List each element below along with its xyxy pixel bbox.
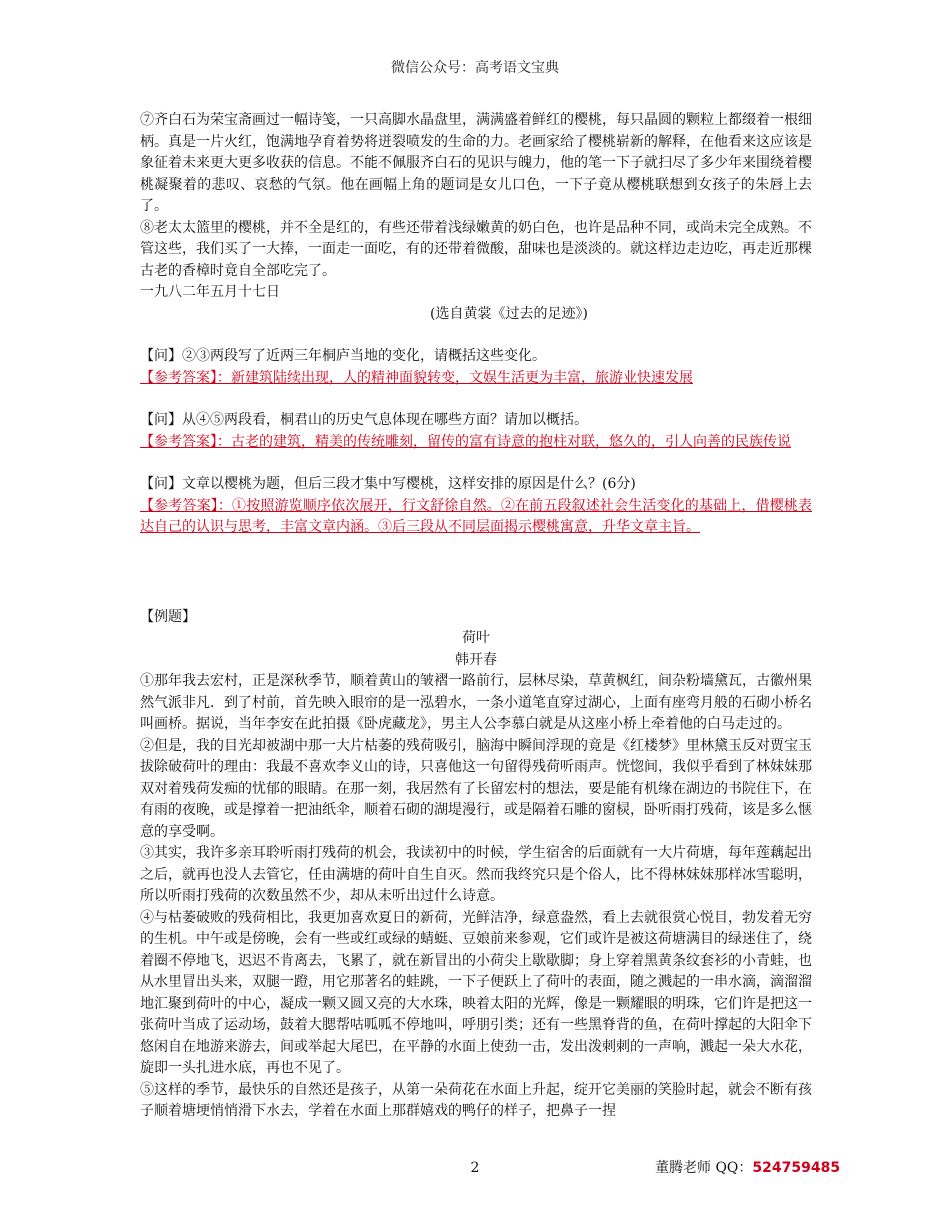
question-3: 【问】文章以樱桃为题，但后三段才集中写樱桃，这样安排的原因是什么？(6分) — [140, 476, 636, 492]
article-title: 荷叶 — [462, 630, 490, 646]
paragraph-5: ⑤这样的季节，最快乐的自然还是孩子，从第一朵荷花在水面上升起，绽开它美丽的笑脸时起，就会不断有孩子顺着塘埂悄悄滑下水去，学着在水面上那群嬉戏的鸭仔的样子，把鼻子一捏 — [140, 1081, 812, 1119]
paragraph-4: ④与枯萎破败的残荷相比，我更加喜欢夏日的新荷，光鲜洁净，绿意盎然，看上去就很赏心悦目，勃发着无穷的生机。中午或是傍晚，会有一些或红或绿的蜻蜓、豆娘前来参观，它们或许是被这荷塘满目的绿迷住了，绕着圈不停地飞，迟迟不肯离去，飞累了，就在新冒出的小荷尖上歇歇脚；身上穿着黑黄条纹套衫的小青蛙，也从水里冒出头来，双腿一蹬，用它那著名的蛙跳，一下子便跃上了荷叶的表面，随之溅起的一串水滴，滴溜溜地汇聚到荷叶的中心，凝成一颗又圆又亮的大水珠，映着太阳的光辉，像是一颗耀眼的明珠，它们许是把这一张荷叶当成了运动场，鼓着大腮帮咕呱呱不停地叫，呼朋引类；还有一些黑脊背的鱼，在荷叶撑起的大阳伞下悠闲自在地游来游去，间或举起大尾巴，在平静的水面上使劲一击，发出泼刺刺的一声响，溅起一朵大水花，旋即一头扎进水底，再也不见了。 — [140, 909, 812, 1076]
teacher-contact — [655, 1158, 840, 1180]
paragraph-8: ⑧老太太篮里的樱桃，并不全是红的，有些还带着浅绿嫩黄的奶白色，也许是品种不同，或尚未完全成熟。不管这些，我们买了一大捧，一面走一面吃，有的还带着微酸，甜味也是淡淡的。就这样边走边吃，再走近那棵古老的香樟时竟自全部吃完了。 — [140, 219, 812, 279]
main-content — [140, 110, 812, 1123]
example-label: 【例题】 — [140, 608, 196, 625]
article-author: 韩开春 — [455, 651, 497, 668]
source-line: (选自黄裳《过去的足迹》) — [430, 305, 588, 322]
question-2: 【问】从④⑤两段看，桐君山的历史气息体现在哪些方面？请加以概括。 — [140, 412, 588, 428]
answer-1: 【参考答案】：新建筑陆续出现，人的精神面貌转变，文娱生活更为丰富，旅游业快速发展 — [140, 369, 693, 386]
paragraph-2: ②但是，我的目光却被湖中那一大片枯萎的残荷吸引，脑海中瞬间浮现的竟是《红楼梦》里林黛玉反对贾宝玉拔除破荷叶的理由：我最不喜欢李义山的诗，只喜他这一句留得残荷听雨声。恍惚间，我似乎看到了林妹妹那双对着残荷发痴的忧郁的眼睛。在那一刻，我居然有了长留宏村的想法，要是能有机缘在湖边的书院住下，在有雨的夜晚，或是撑着一把油纸伞，顺着石砌的湖堤漫行，或是隔着石雕的窗棂，卧听雨打残荷，该是多么惬意的享受啊。 — [140, 737, 812, 840]
question-1: 【问】②③两段写了近两三年桐庐当地的变化，请概括这些变化。 — [140, 348, 546, 364]
answer-2: 【参考答案】：古老的建筑，精美的传统雕刻，留传的富有诗意的抱柱对联，悠久的，引人向善的民族传说 — [140, 433, 791, 450]
teacher-label: 董腾老师 QQ： — [655, 1160, 753, 1176]
paragraph-3: ③其实，我许多亲耳聆听雨打残荷的机会，我读初中的时候，学生宿舍的后面就有一大片荷塘，每年莲藕起出之后，就再也没人去管它，任由满塘的荷叶自生自灭。然而我终究只是个俗人，比不得林妹妹那样冰雪聪明，所以听雨打残荷的次数虽然不少，却从未听出过什么诗意。 — [140, 845, 812, 904]
paragraph-7: ⑦齐白石为荣宝斋画过一幅诗笺，一只高脚水晶盘里，满满盛着鲜红的樱桃，每只晶圆的颗粒上都缀着一根细柄。真是一片火红，饱满地孕育着势将迸裂喷发的生命的力。老画家给了樱桃崭新的解释，在他看来这应该是象征着未来更大更多收获的信息。不能不佩服齐白石的见识与魄力，他的笔一下子就扫尽了多少年来围绕着樱桃凝聚着的悲叹、哀愁的气氛。他在画幅上角的题词是女儿口色，一下子竟从樱桃联想到女孩子的朱唇上去了。 — [140, 112, 812, 214]
answer-3: 【参考答案】：①按照游览顺序依次展开，行文舒徐自然。②在前五段叙述社会生活变化的基础上，借樱桃表达自己的认识与思考，丰富文章内涵。③后三段从不同层面揭示樱桃寓意，升华文章主旨。 — [140, 497, 812, 535]
page-number: 2 — [470, 1160, 480, 1176]
page-header: 微信公众号：高考语文宝典 — [391, 60, 559, 76]
qq-number: 524759485 — [752, 1160, 841, 1176]
date-line: 一九八二年五月十七日 — [140, 284, 280, 300]
paragraph-1: ①那年我去宏村，正是深秋季节，顺着黄山的皱褶一路前行，层林尽染，草黄枫红，间杂粉墙黛瓦，古徽州果然气派非凡．到了村前，首先映入眼帘的是一泓碧水，一条小道笔直穿过湖心，上面有座弯月般的石砌小桥名叫画桥。据说，当年李安在此拍摄《卧虎藏龙》，男主人公李慕白就是从这座小桥上牵着他的白马走过的。 — [140, 673, 812, 732]
